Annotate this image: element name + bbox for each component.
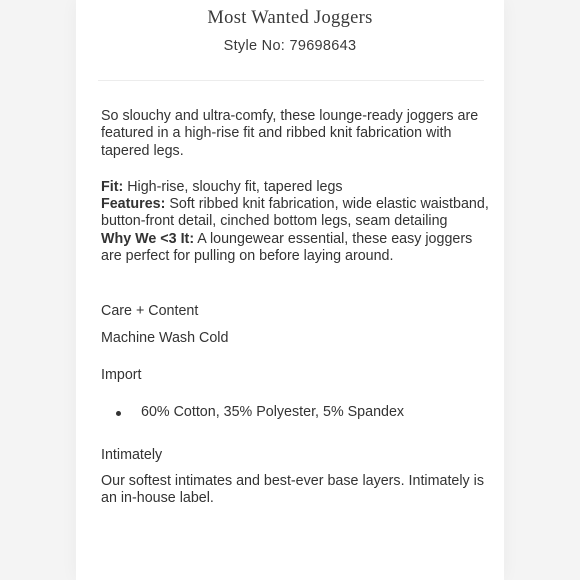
product-detail-page — [76, 0, 504, 580]
material-composition: 60% Cotton, 35% Polyester, 5% Spandex — [141, 404, 405, 421]
care-content-heading: Care + Content — [101, 303, 199, 320]
brand-name: Intimately — [101, 446, 163, 463]
spec-fit — [101, 179, 489, 196]
spec-features-text: Soft ribbed knit fabrication, wide elastic waistband, button-front detail, cinched bottom legs, seam detailing — [101, 196, 489, 230]
wash-instructions: Machine Wash Cold — [101, 329, 229, 346]
bullet-icon — [116, 411, 121, 416]
spec-features — [101, 196, 489, 231]
spec-why-text: A loungewear essential, these easy joggers are perfect for pulling on before laying around. — [101, 230, 473, 265]
list-item — [101, 404, 489, 421]
product-description — [101, 108, 489, 507]
spec-why-we-love-it — [101, 231, 489, 266]
product-title: Most Wanted Joggers — [207, 8, 373, 28]
origin-label: Import — [101, 366, 142, 383]
spec-fit-label: Fit: — [101, 178, 124, 195]
materials-list — [101, 404, 489, 421]
header-divider — [98, 80, 484, 81]
description-intro: So slouchy and ultra-comfy, these lounge-ready joggers are featured in a high-rise fit and ribbed knit fabrication with tapered legs. — [101, 108, 479, 159]
spec-features-label: Features: — [101, 196, 166, 213]
style-number: Style No: 79698643 — [223, 38, 357, 54]
spec-fit-text: High-rise, slouchy fit, tapered legs — [123, 178, 343, 195]
spec-why-label: Why We <3 It: — [101, 230, 195, 247]
brand-about: Our softest intimates and best-ever base layers. Intimately is an in-house label. — [101, 472, 485, 507]
